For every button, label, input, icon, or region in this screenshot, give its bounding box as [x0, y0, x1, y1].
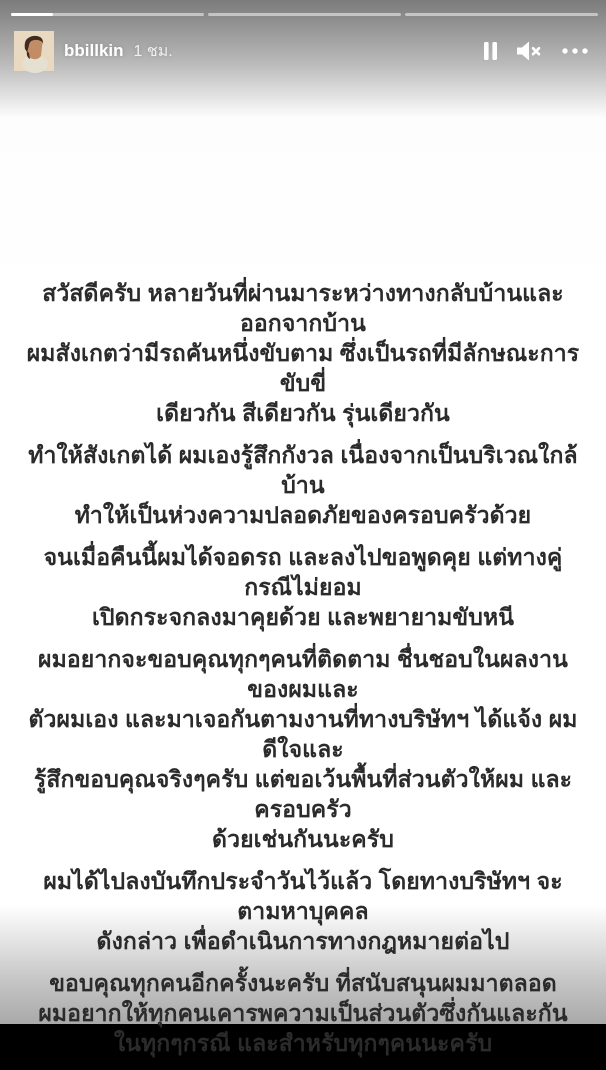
- progress-fill: [11, 13, 53, 16]
- story-text-line: ผมอยากให้ทุกคนเคารพความเป็นส่วนตัวซึ่งกันและกัน: [38, 1000, 568, 1026]
- mute-button[interactable]: [516, 40, 543, 62]
- story-paragraph: [26, 866, 580, 956]
- story-timestamp: 1 ชม.: [133, 42, 173, 60]
- story-progress-bar: [11, 13, 598, 16]
- story-text-line: ทำให้เป็นห่วงความปลอดภัยของครอบครัวด้วย: [74, 502, 532, 528]
- username[interactable]: bbillkin: [64, 41, 124, 60]
- story-text-line: ตัวผมเอง และมาเจอกันตามงานที่ทางบริษัทฯ ได้แจ้ง ผมดีใจและ: [28, 706, 578, 762]
- story-text-line: จนเมื่อคืนนี้ผมได้จอดรถ และลงไปขอพูดคุย แต่ทางคู่กรณีไม่ยอม: [43, 544, 563, 600]
- story-text-line: ด้วยเช่นกันนะครับ: [212, 826, 394, 852]
- pause-button[interactable]: [484, 42, 497, 60]
- story-text-line: ขอบคุณทุกคนอีกครั้งนะครับ ที่สนับสนุนผมมาตลอด: [49, 970, 557, 996]
- story-text-line: ผมสังเกตว่ามีรถคันหนึ่งขับตาม ซึ่งเป็นรถที่มีลักษณะการขับขี่: [26, 340, 580, 396]
- progress-segment-1: [11, 13, 204, 16]
- progress-segment-3: [405, 13, 598, 16]
- story-text-line: ผมอยากจะขอบคุณทุกๆคนที่ติดตาม ชื่นชอบในผลงานของผมและ: [38, 646, 568, 702]
- story-paragraph: [26, 644, 580, 854]
- story-text-line: ดังกล่าว เพื่อดำเนินการทางกฎหมายต่อไป: [96, 928, 510, 954]
- story-paragraph: [26, 440, 580, 530]
- story-text-line: รู้สึกขอบคุณจริงๆครับ แต่ขอเว้นพื้นที่ส่วนตัวให้ผม และครอบครัว: [33, 766, 573, 822]
- story-header: [14, 30, 588, 72]
- story-paragraph: [26, 968, 580, 1058]
- story-text-line: ผมได้ไปลงบันทึกประจำวันไว้แล้ว โดยทางบริษัทฯ จะตามหาบุคคล: [43, 868, 563, 924]
- story-controls: [484, 40, 588, 62]
- story-paragraph: [26, 542, 580, 632]
- story-text-line: เปิดกระจกลงมาคุยด้วย และพยายามขับหนี: [91, 604, 515, 630]
- story-text-line: เดียวกัน สีเดียวกัน รุ่นเดียวกัน: [156, 400, 450, 426]
- story-text-line: สวัสดีครับ หลายวันที่ผ่านมาระหว่างทางกลับบ้านและออกจากบ้าน: [42, 280, 564, 336]
- user-avatar[interactable]: [14, 31, 54, 71]
- story-paragraph: [26, 278, 580, 428]
- pause-icon: [484, 42, 497, 60]
- story-media[interactable]: [0, 278, 606, 1070]
- speaker-muted-icon: [516, 40, 543, 62]
- story-text-line: ในทุกๆกรณี และสำหรับทุกๆคนนะครับ: [113, 1030, 493, 1056]
- more-options-button[interactable]: [562, 48, 588, 54]
- avatar-photo: [14, 31, 54, 71]
- story-text-line: ทำให้สังเกตได้ ผมเองรู้สึกกังวล เนื่องจากเป็นบริเวณใกล้บ้าน: [28, 442, 578, 498]
- progress-segment-2: [208, 13, 401, 16]
- more-options-icon: [562, 48, 588, 54]
